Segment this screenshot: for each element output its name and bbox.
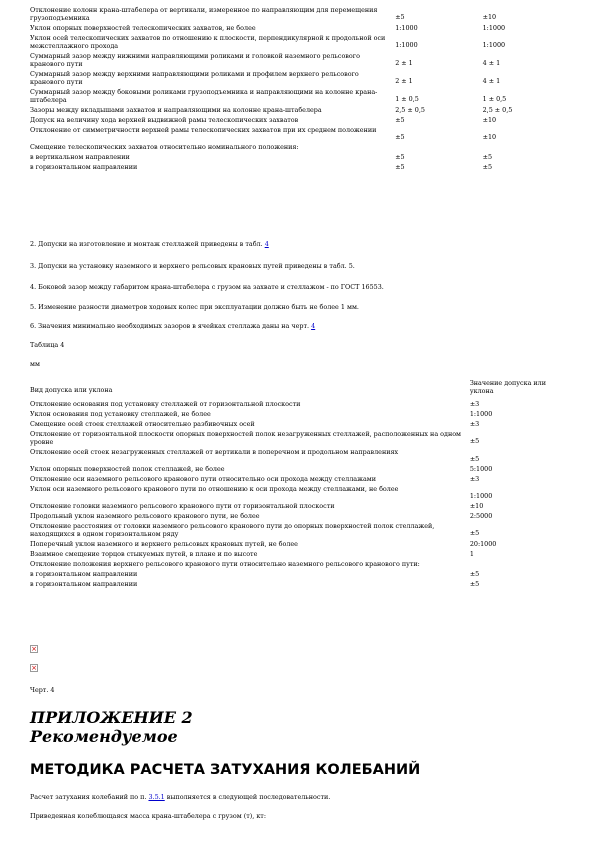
table-row [30,162,570,172]
paragraph-1-text-end: выполняется в следующей последовательности. [164,793,331,801]
table-row [30,559,570,569]
table-row [30,409,570,419]
row-description: Смещение телескопических захватов относительно номинального положения: [30,143,299,151]
table-row [30,105,570,115]
value-cell: 1 ± 0,5 [482,95,507,103]
table-row [30,549,570,559]
value-cell [470,559,570,569]
table-row [30,152,570,162]
value-cell: ±5 [395,153,405,161]
row-description: Уклон осей телескопических захватов по отношению к плоскости, перпендикулярной к продольной оси межстеллажного прохода [30,34,386,50]
value-cell: ±5 [482,163,493,171]
row-description: Уклон основания под установку стеллажей, не более [30,410,211,418]
table-label: Таблица 4 [30,341,65,349]
table-row [30,447,570,464]
table-row [30,399,570,409]
table-header-row [30,378,570,399]
row-description: Суммарный зазор между нижними направляющими роликами и головкой наземного рельсового кранового пути [30,52,360,68]
row-description: Отклонение положения верхнего рельсового кранового пути относительно наземного рельсового кранового пути: [30,560,420,568]
table-row [30,419,570,429]
table-row [30,474,570,484]
row-description: в горизонтальном направлении [30,163,138,171]
value-cell: ±10 [482,133,497,141]
table-row [30,33,570,51]
value-cell [483,142,570,152]
row-description: Поперечный уклон наземного и верхнего рельсовых крановых путей, не более [30,540,298,548]
value-cell: 1 [469,550,474,558]
value-cell: ±10 [482,116,497,124]
table-row [30,579,570,589]
value-cell: 1:1000 [395,41,418,49]
row-description: Отклонение от горизонтальной плоскости опорных поверхностей полок незагруженных стеллажей, расположенных на одном уровне [30,430,462,446]
value-cell: ±3 [469,420,480,428]
value-cell: ±5 [395,116,405,124]
value-cell: 1:1000 [469,492,493,500]
table-row [30,5,570,23]
value-cell: ±5 [469,580,480,588]
table-row [30,115,570,125]
table-row [30,539,570,549]
row-description: Суммарный зазор между верхними направляющими роликами и профилем верхнего рельсового кранового пути [30,70,359,86]
value-cell: 1 ± 0,5 [395,95,419,103]
row-description: Отклонение от симметричности верхней рамы телескопических захватов при их среднем положении [30,126,377,134]
value-cell: 4 ± 1 [482,59,501,67]
table-unit: мм [30,360,40,368]
note-3: 3. Допуски на установку наземного и верхнего рельсовых крановых путей приведены в табл. 5. [30,262,355,270]
value-cell: ±5 [395,13,405,21]
value-cell: ±5 [395,163,405,171]
note-6 [30,322,315,330]
row-description: Взаимное смещение торцов стыкуемых путей, в плане и по высоте [30,550,258,558]
table-row [30,501,570,511]
value-cell: ±5 [469,529,480,537]
table-row [30,142,570,152]
row-description: Отклонение оси наземного рельсового кранового пути относительно оси прохода между стеллажами [30,475,377,483]
method-title: МЕТОДИКА РАСЧЕТА ЗАТУХАНИЯ КОЛЕБАНИЙ [30,762,421,778]
value-cell: 2,5 ± 0,5 [395,106,425,114]
note-2 [30,240,269,248]
table-row [30,87,570,105]
value-cell: ±5 [395,133,405,141]
paragraph-1-text: Расчет затухания колебаний по п. [30,793,149,801]
value-cell: 20:1000 [469,540,497,548]
header-left: Вид допуска или уклона [30,386,113,394]
appendix-subtitle: Рекомендуемое [30,727,178,746]
note-4: 4. Боковой зазор между габаритом крана-штабелера с грузом на захвате и стеллажом - по ГОСТ 16553. [30,283,384,291]
broken-image-icon: × [31,645,37,653]
broken-image-icon: × [31,664,37,672]
header-right: Значение допуска или уклона [469,379,546,395]
row-description: Отклонение головки наземного рельсового кранового пути от горизонтальной плоскости [30,502,335,510]
table-row [30,464,570,474]
note-2-text: 2. Допуски на изготовление и монтаж стеллажей приведены в табл. [30,240,265,248]
table-row [30,69,570,87]
value-cell: 2 ± 1 [395,77,413,85]
row-description: Уклон оси наземного рельсового кранового пути по отношению к оси прохода между стеллажами, не более [30,485,399,493]
clause-link[interactable]: 3.5.1 [148,793,165,801]
row-description: Допуск на величину хода верхней выдвижной рамы телескопических захватов [30,116,299,124]
note-6-link[interactable]: 4 [311,322,316,330]
value-cell: ±5 [482,153,493,161]
value-cell: 2 ± 1 [395,59,413,67]
row-description: в горизонтальном направлении [30,580,138,588]
row-description: Отклонение колонн крана-штабелера от вертикали, измеренное по направляющим для перемещения грузоподъемника [30,6,378,22]
table-row [30,51,570,69]
value-cell: 1:1000 [469,410,493,418]
tolerance-table-4 [30,378,570,589]
row-description: Уклон опорных поверхностей телескопических захватов, не более [30,24,256,32]
row-description: в горизонтальном направлении [30,570,138,578]
value-cell: ±5 [469,570,480,578]
value-cell: 2,5 ± 0,5 [482,106,513,114]
value-cell: 2:5000 [469,512,493,520]
table-row [30,429,570,447]
table-row [30,484,570,501]
value-cell: ±5 [469,455,480,463]
row-description: Зазоры между вкладышами захватов и направляющими на колонне крана-штабелера [30,106,322,114]
note-5: 5. Изменение разности диаметров ходовых колес при эксплуатации должно быть не более 1 мм. [30,303,359,311]
table-row [30,511,570,521]
value-cell: ±10 [482,13,497,21]
value-cell: ±3 [469,475,480,483]
note-2-link[interactable]: 4 [264,240,269,248]
row-description: Смещение осей стоек стеллажей относительно разбивочных осей [30,420,255,428]
value-cell: 1:1000 [482,24,506,32]
value-cell: ±5 [469,437,480,445]
row-description: Отклонение осей стоек незагруженных стеллажей от вертикали в поперечном и продольном направлениях [30,448,399,456]
value-cell: ±3 [469,400,480,408]
value-cell: 4 ± 1 [482,77,501,85]
value-cell: 5:1000 [469,465,493,473]
value-cell: ±10 [469,502,484,510]
paragraph-2: Приведенная колеблющаяся масса крана-штабелера с грузом (т), кт: [30,812,266,820]
table-row [30,521,570,539]
value-cell: 1:1000 [395,24,418,32]
row-description: Отклонение расстояния от головки наземного рельсового кранового пути до опорных поверхностей полок стеллажей, находящихся в одном горизонтальном ряду [30,522,435,538]
table-row [30,569,570,579]
row-description: Уклон опорных поверхностей полок стеллажей, не более [30,465,225,473]
value-cell: 1:1000 [482,41,506,49]
value-cell [395,142,482,152]
row-description: в вертикальном направлении [30,153,130,161]
row-description: Суммарный зазор между боковыми роликами грузоподъемника и направляющими на колонне крана-штабелера [30,88,378,104]
paragraph-1 [30,793,330,801]
table-row [30,23,570,33]
appendix-title: ПРИЛОЖЕНИЕ 2 [30,708,193,727]
table-row [30,125,570,142]
figure-caption: Черт. 4 [30,686,55,694]
row-description: Отклонение основания под установку стеллажей от горизонтальной плоскости [30,400,301,408]
note-6-text: 6. Значения минимально необходимых зазоров в ячейках стеллажа даны на черт. [30,322,312,330]
row-description: Продольный уклон наземного рельсового кранового пути, не более [30,512,260,520]
tolerance-table-continued [30,5,570,172]
